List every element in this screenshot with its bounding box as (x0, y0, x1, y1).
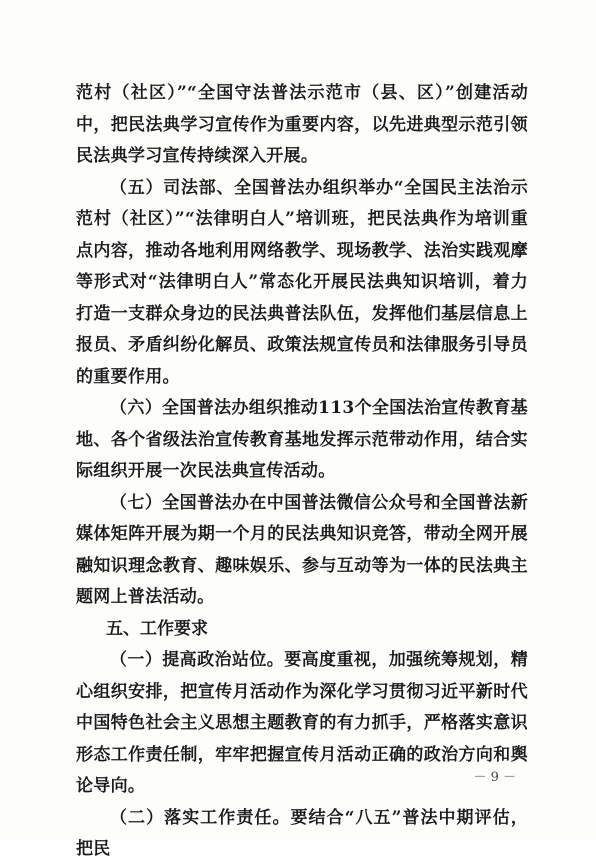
paragraph-continuation: 范村（社区）”“全国守法普法示范市（县、区）”创建活动中，把民法典学习宣传作为重要内容，以先进典型示范引领民法典学习宣传持续深入开展。 (76, 83, 528, 166)
paragraph-item-5: （五）司法部、全国普法办组织举办“全国民主法治示范村（社区）”“法律明白人”培训班，把民法典作为培训重点内容，推动各地利用网络教学、现场教学、法治实践观摩等形式对“法律明白人”常态化开展民法典知识培训，着力打造一支群众身边的民法典普法队伍，发挥他们基层信息上报员、矛盾纠纷化解员、政策法规宣传员和法律服务引导员的重要作用。 (76, 177, 528, 387)
page-body (76, 78, 528, 866)
paragraph-item-6: （六）全国普法办组织推动113个全国法治宣传教育基地、各个省级法治宣传教育基地发挥示范带动作用，结合实际组织开展一次民法典宣传活动。 (76, 398, 528, 481)
page-number: － 9 － (473, 770, 516, 785)
requirement-1: （一）提高政治站位。要高度重视，加强统筹规划，精心组织安排，把宣传月活动作为深化学习贯彻习近平新时代中国特色社会主义思想主题教育的有力抓手，严格落实意识形态工作责任制，牢牢把握宣传月活动正确的政治方向和舆论导向。 (76, 650, 528, 796)
paragraph-item-7: （七）全国普法办在中国普法微信公众号和全国普法新媒体矩阵开展为期一个月的民法典知识竞答，带动全网开展融知识理念教育、趣味娱乐、参与互动等为一体的民法典主题网上普法活动。 (76, 492, 528, 607)
requirement-2: （二）落实工作责任。要结合“八五”普法中期评估，把民 (76, 807, 528, 859)
section-heading: 五、工作要求 (106, 618, 208, 639)
